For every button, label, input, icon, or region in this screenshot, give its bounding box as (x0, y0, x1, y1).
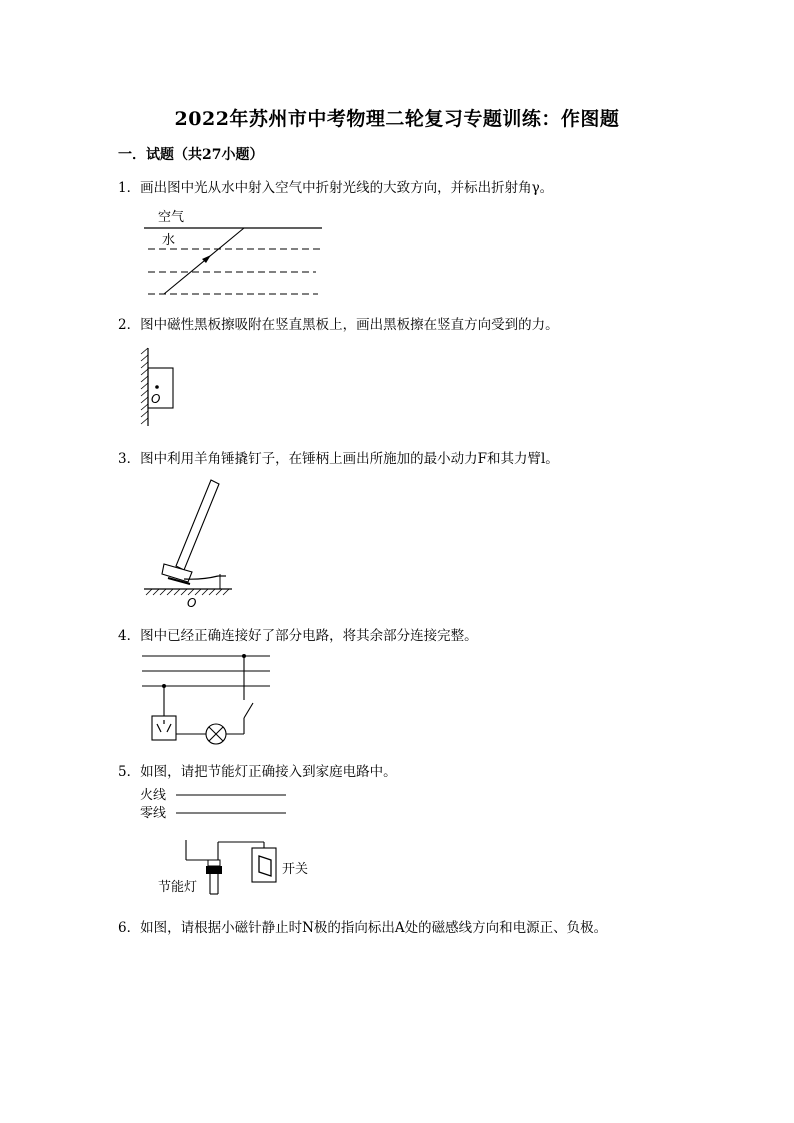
refraction-figure (140, 204, 330, 300)
lamp-label: 节能灯 (158, 880, 198, 895)
air-label: 空气 (158, 210, 185, 225)
switch-label: 开关 (282, 862, 309, 877)
section-heading: 一．试题（共27小题） (118, 147, 264, 163)
claw-hammer-figure (140, 476, 240, 610)
question-5-text: 5．如图，请把节能灯正确接入到家庭电路中。 (118, 764, 397, 780)
question-1-text: 1．画出图中光从水中射入空气中折射光线的大致方向，并标出折射角γ。 (118, 180, 554, 196)
circuit-figure (140, 652, 274, 746)
question-3-text: 3．图中利用羊角锤撬钉子，在锤柄上画出所施加的最小动力F和其力臂l。 (118, 451, 559, 467)
live-wire-label: 火线 (140, 788, 167, 803)
question-6-text: 6．如图，请根据小磁针静止时N极的指向标出A处的磁感线方向和电源正、负极。 (118, 920, 608, 936)
energy-saving-lamp-figure (138, 784, 328, 896)
pivot-o-label: O (187, 596, 197, 610)
question-2-text: 2．图中磁性黑板擦吸附在竖直黑板上，画出黑板擦在竖直方向受到的力。 (118, 317, 559, 333)
question-4-text: 4．图中已经正确连接好了部分电路，将其余部分连接完整。 (118, 628, 478, 644)
water-label: 水 (162, 233, 176, 248)
page-title: 2022年苏州市中考物理二轮复习专题训练：作图题 (174, 108, 620, 130)
blackboard-eraser-figure (140, 346, 184, 430)
point-o-label: O (151, 392, 161, 406)
neutral-wire-label: 零线 (140, 806, 167, 821)
